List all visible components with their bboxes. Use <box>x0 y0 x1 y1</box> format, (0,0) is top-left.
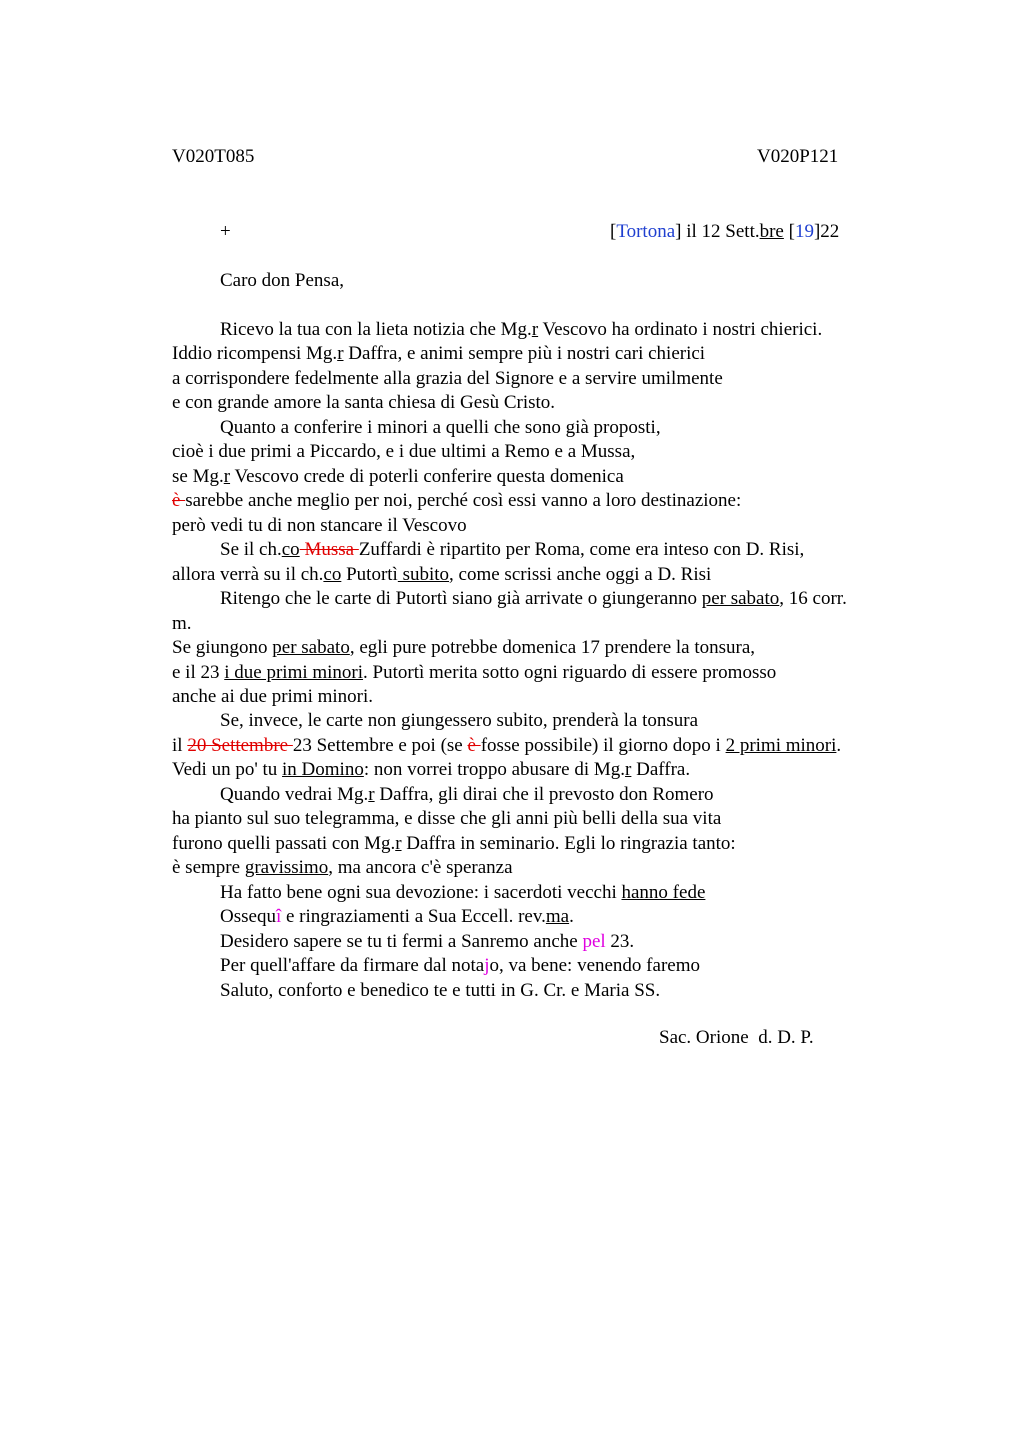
text-line-7: se Mg.r Vescovo crede di poterli conferire questa domenica <box>172 466 624 487</box>
text-line-14: Se giungono per sabato, egli pure potrebbe domenica 17 prendere la tonsura, <box>172 637 756 658</box>
deleted-text: Mussa <box>299 539 359 560</box>
text-line-5: Quanto a conferire i minori a quelli che sono già proposti, <box>220 417 661 438</box>
text-line-20: Quando vedrai Mg.r Daffra, gli dirai che il prevosto don Romero <box>220 784 714 805</box>
document-code-left: V020T085 <box>172 146 255 167</box>
salutation: Caro don Pensa, <box>220 270 345 291</box>
text-line-21: ha pianto sul suo telegramma, e disse che gli anni più belli della sua vita <box>172 808 722 829</box>
text-line-1: Ricevo la tua con la lieta notizia che Mg.r Vescovo ha ordinato i nostri chierici. <box>220 319 823 340</box>
text-line-4: e con grande amore la santa chiesa di Gesù Cristo. <box>172 392 556 413</box>
document-code-right: V020P121 <box>757 146 839 167</box>
text-line-24: Ha fatto bene ogni sua devozione: i sacerdoti vecchi hanno fede <box>220 882 706 903</box>
text-line-13: m. <box>172 613 192 634</box>
text-line-19: Vedi un po' tu in Domino: non vorrei troppo abusare di Mg.r Daffra. <box>172 759 691 780</box>
text-line-9: però vedi tu di non stancare il Vescovo <box>172 515 467 536</box>
emended-text: î <box>275 906 282 927</box>
signature: Sac. Orione d. D. P. <box>659 1027 814 1048</box>
date-text: ] il 12 Sett. <box>675 221 760 242</box>
emended-text: pel <box>582 931 606 952</box>
text-line-27: Per quell'affare da firmare dal notajo, va bene: venendo faremo <box>220 955 700 976</box>
text-line-22: furono quelli passati con Mg.r Daffra in seminario. Egli lo ringrazia tanto: <box>172 833 736 854</box>
text-line-12: Ritengo che le carte di Putortì siano già arrivate o giungeranno per sabato, 16 corr. <box>220 588 847 609</box>
century: 19 <box>794 221 814 242</box>
deleted-text: è <box>467 735 481 756</box>
text-line-25: Ossequî e ringraziamenti a Sua Eccell. rev.ma. <box>220 906 574 927</box>
month-abbrev: bre <box>759 221 784 242</box>
emended-text: j <box>484 955 490 976</box>
text-line-28: Saluto, conforto e benedico te e tutti in G. Cr. e Maria SS. <box>220 980 661 1001</box>
text-line-18: il 20 Settembre 23 Settembre e poi (se è fosse possibile) il giorno dopo i 2 primi minori. <box>172 735 842 756</box>
text-line-3: a corrispondere fedelmente alla grazia del Signore e a servire umilmente <box>172 368 723 389</box>
deleted-text: 20 Settembre <box>187 735 293 756</box>
text-line-10: Se il ch.co Mussa Zuffardi è ripartito per Roma, come era inteso con D. Risi, <box>220 539 805 560</box>
deleted-text: è <box>172 490 186 511</box>
place-name: Tortona <box>616 221 676 242</box>
text-line-26: Desidero sapere se tu ti fermi a Sanremo anche pel 23. <box>220 931 635 952</box>
text-line-23: è sempre gravissimo, ma ancora c'è speranza <box>172 857 513 878</box>
date-line <box>610 221 839 243</box>
bracket: [ <box>610 221 617 242</box>
bracket: [ <box>783 221 795 242</box>
year-tail: ]22 <box>813 221 840 242</box>
text-line-16: anche ai due primi minori. <box>172 686 374 707</box>
text-line-17: Se, invece, le carte non giungessero subito, prenderà la tonsura <box>220 710 699 731</box>
text-line-8: è sarebbe anche meglio per noi, perché così essi vanno a loro destinazione: <box>172 490 742 511</box>
text-line-6: cioè i due primi a Piccardo, e i due ultimi a Remo e a Mussa, <box>172 441 636 462</box>
text-line-15: e il 23 i due primi minori. Putortì merita sotto ogni riguardo di essere promosso <box>172 662 777 683</box>
text-line-11: allora verrà su il ch.co Putortì subito, come scrissi anche oggi a D. Risi <box>172 564 712 585</box>
cross-symbol: + <box>220 221 231 242</box>
text-line-2: Iddio ricompensi Mg.r Daffra, e animi sempre più i nostri cari chierici <box>172 343 706 364</box>
